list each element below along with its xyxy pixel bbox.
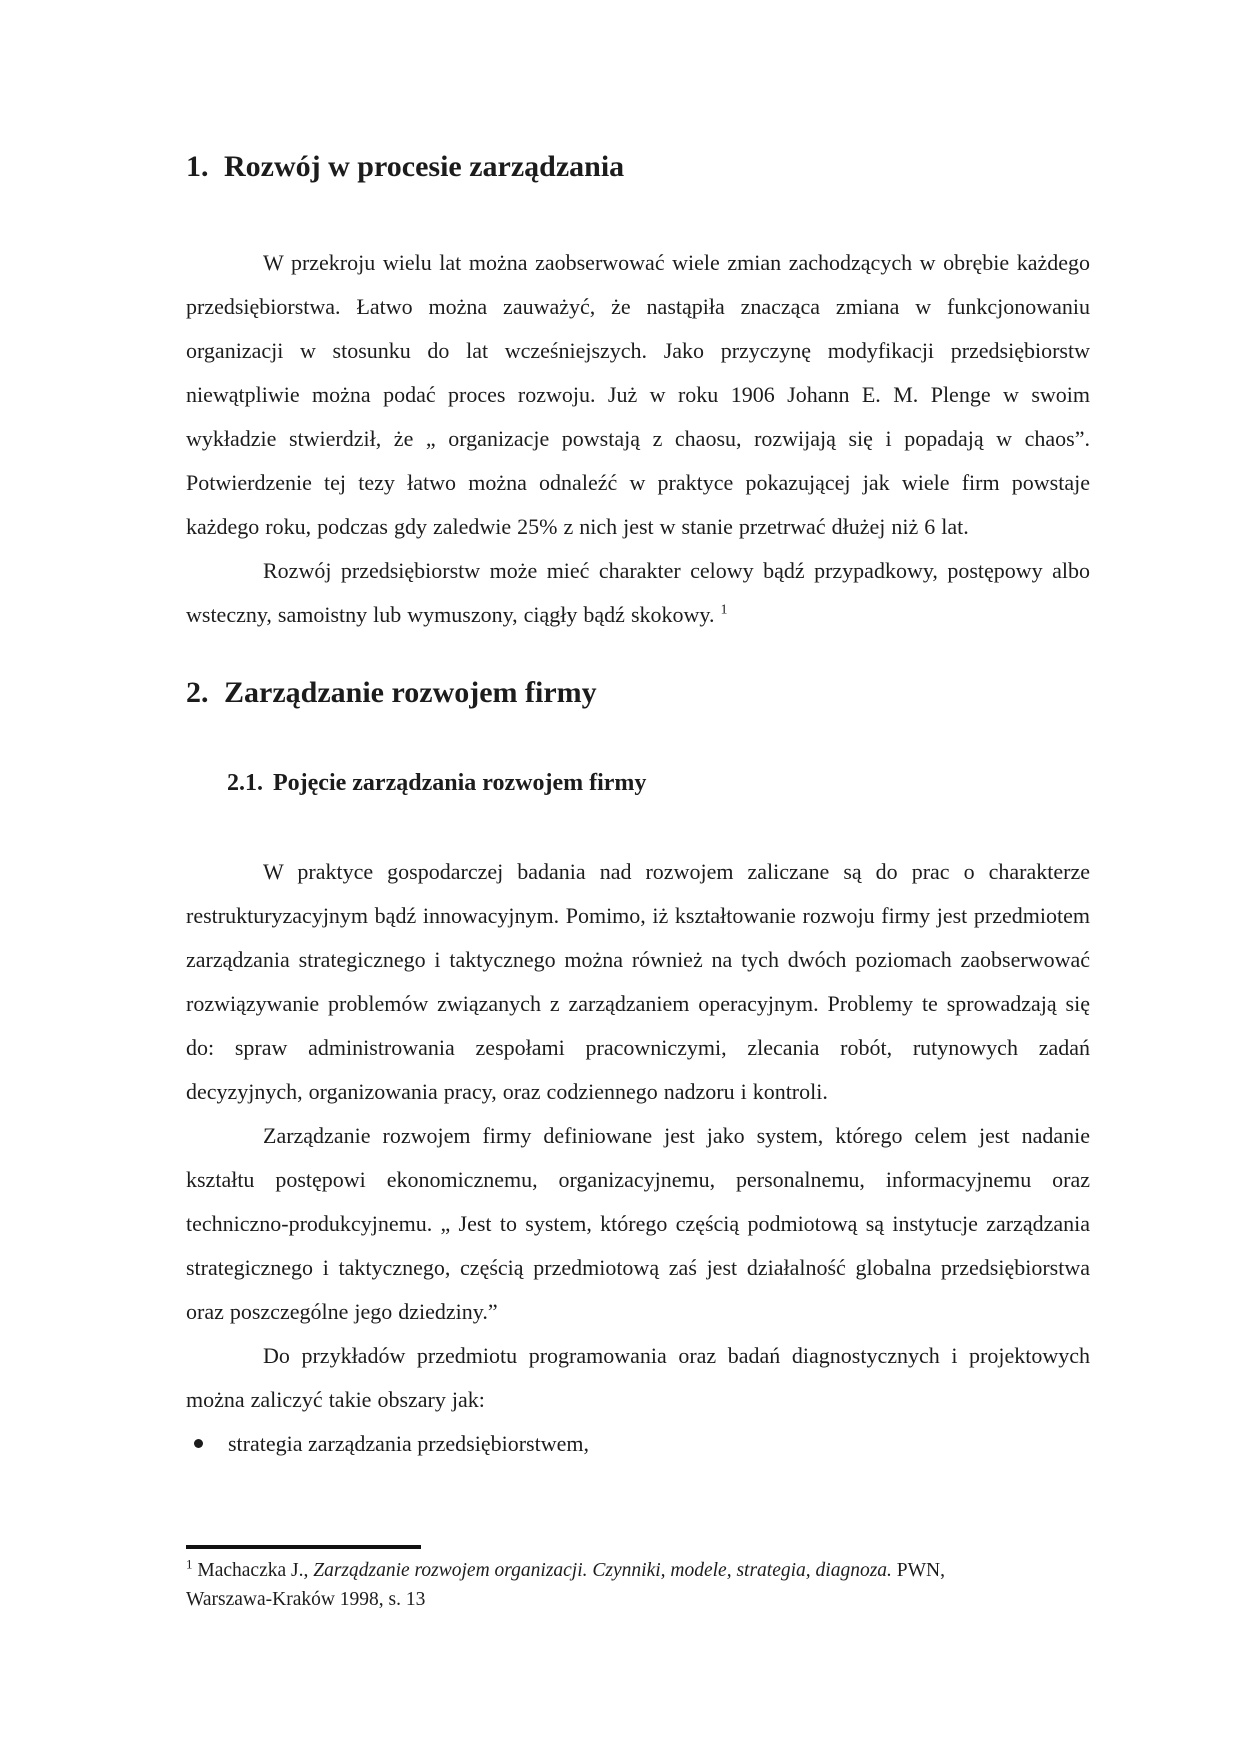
section-1-heading-text: Rozwój w procesie zarządzania xyxy=(224,150,625,183)
footnote-separator xyxy=(186,1545,421,1549)
footnote xyxy=(186,1556,1090,1614)
list-item-text: strategia zarządzania przedsiębiorstwem, xyxy=(228,1431,589,1456)
paragraph-development-character xyxy=(186,549,1090,637)
subsection-2-1-heading-number: 2.1. xyxy=(227,770,263,796)
footnote-location: Warszawa-Kraków 1998, s. 13 xyxy=(186,1589,426,1610)
paragraph-programming-examples-intro: Do przykładów przedmiotu programowania oraz badań diagnostycznych i projektowych można zaliczyć takie obszary jak: xyxy=(186,1343,1090,1412)
footnote-author: Machaczka J., xyxy=(192,1560,314,1581)
section-1-heading-number: 1. xyxy=(186,150,209,183)
footnote-reference-mark: 1 xyxy=(720,602,728,618)
bullet-list xyxy=(186,1422,1090,1466)
section-2-heading-number: 2. xyxy=(186,676,209,709)
footnote-area xyxy=(186,1545,1090,1614)
subsection-2-1-heading xyxy=(227,768,1090,798)
paragraph-development-management-definition: Zarządzanie rozwojem firmy definiowane jest jako system, którego celem jest nadanie kształtu postępowi ekonomicznemu, organizacyjnemu, personalnemu, informacyjnemu oraz techniczno-produkcyjnemu. „ Jest to system, którego częścią podmiotową są instytucje zarządzania strategicznego i taktycznego, częścią przedmiotową zaś jest działalność globalna przedsiębiorstwa oraz poszczególne jego dziedziny.” xyxy=(186,1123,1090,1324)
paragraph-development-character-text: Rozwój przedsiębiorstw może mieć charakter celowy bądź przypadkowy, postępowy albo wsteczny, samoistny lub wymuszony, ciągły bądź skokowy. xyxy=(186,558,1090,627)
bullet-dot-icon xyxy=(194,1439,203,1448)
section-1-heading xyxy=(186,148,1090,185)
paragraph-changes-over-years: W przekroju wielu lat można zaobserwować wiele zmian zachodzących w obrębie każdego przedsiębiorstwa. Łatwo można zauważyć, że nastąpiła znacząca zmiana w funkcjonowaniu organizacji w stosunku do lat wcześniejszych. Jako przyczynę modyfikacji przedsiębiorstw niewątpliwie można podać proces rozwoju. Już w roku 1906 Johann E. M. Plenge w swoim wykładzie stwierdził, że „ organizacje powstają z chaosu, rozwijają się i popadają w chaos”. Potwierdzenie tej tezy łatwo można odnaleźć w praktyce pokazującej jak wiele firm powstaje każdego roku, podczas gdy zaledwie 25% z nich jest w stanie przetrwać dłużej niż 6 lat. xyxy=(186,250,1090,539)
subsection-2-1-heading-text: Pojęcie zarządzania rozwojem firmy xyxy=(273,770,647,796)
section-2-heading xyxy=(186,674,1090,711)
section-2-heading-text: Zarządzanie rozwojem firmy xyxy=(224,676,597,709)
document-content xyxy=(186,148,1090,1466)
footnote-title: Zarządzanie rozwojem organizacji. Czynniki, modele, strategia, diagnoza. xyxy=(313,1560,892,1581)
paragraph-economic-practice: W praktyce gospodarczej badania nad rozwojem zaliczane są do prac o charakterze restrukturyzacyjnym bądź innowacyjnym. Pomimo, iż kształtowanie rozwoju firmy jest przedmiotem zarządzania strategicznego i taktycznego można również na tych dwóch poziomach zaobserwować rozwiązywanie problemów związanych z zarządzaniem operacyjnym. Problemy te sprowadzają się do: spraw administrowania zespołami pracowniczymi, zlecania robót, rutynowych zadań decyzyjnych, organizowania pracy, oraz codziennego nadzoru i kontroli. xyxy=(186,859,1090,1104)
footnote-publisher: PWN, xyxy=(891,1560,946,1581)
footnote-number: 1 xyxy=(186,1556,193,1572)
list-item xyxy=(186,1422,1090,1466)
